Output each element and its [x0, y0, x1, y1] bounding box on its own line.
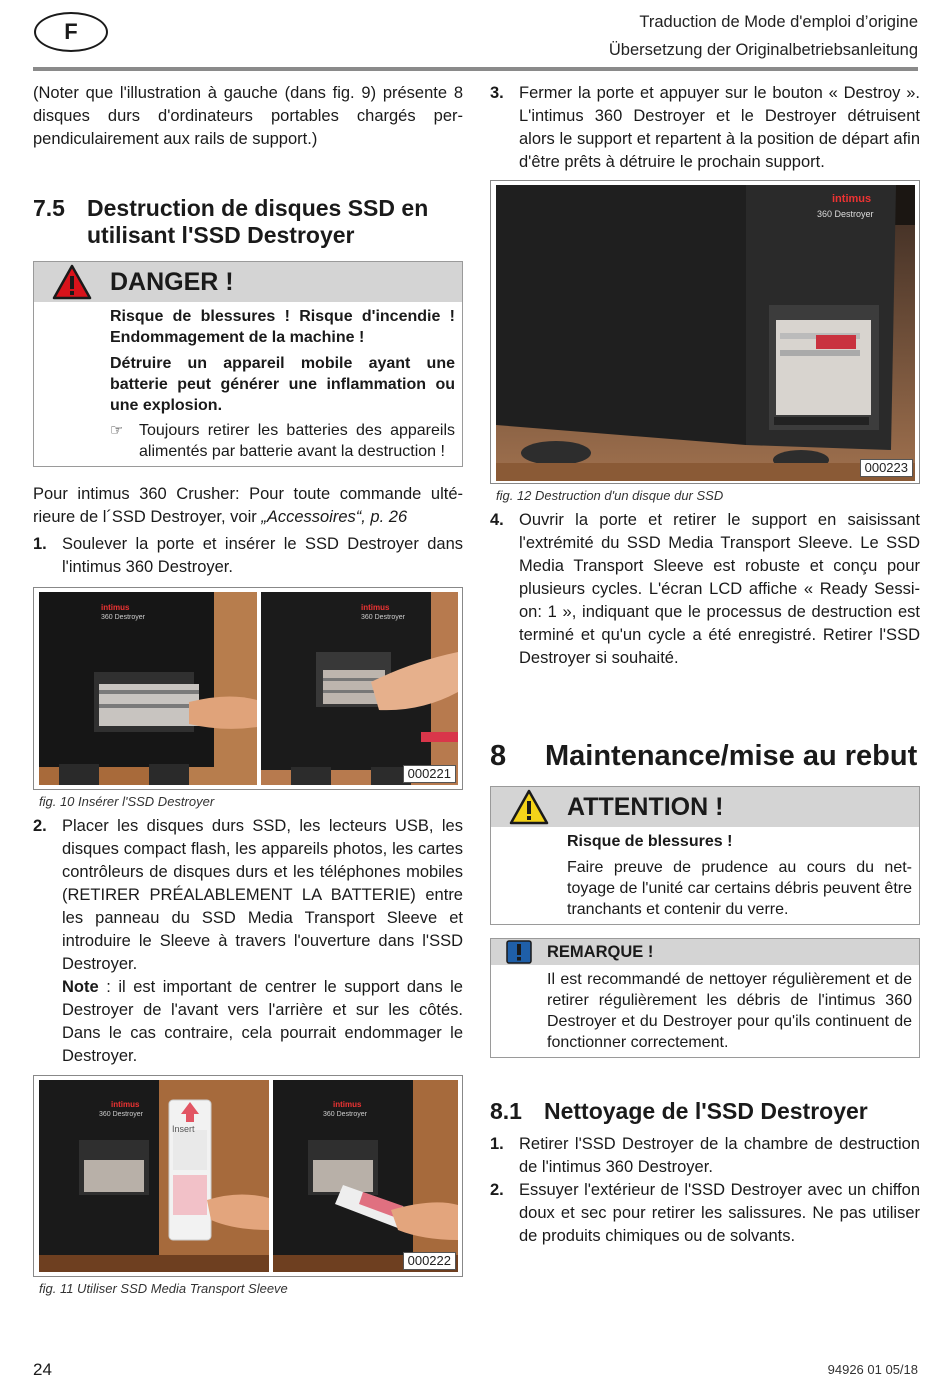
cleaning-steps [490, 1133, 920, 1248]
accessory-paragraph [33, 483, 463, 529]
step-number: 2. [33, 817, 47, 835]
accessory-link[interactable]: „Accessoires“, p. 26 [261, 508, 408, 526]
remarque-title: REMARQUE ! [547, 942, 654, 961]
remarque-body: Il est recommandé de nettoyer régulièrement et de retirer régulièrement les débris de l'intimus 360 Destroyer et du Destroyer pour qu'ils continuent de fonctionner correctement. [547, 971, 912, 1051]
danger-body [34, 302, 462, 466]
chapter-number: 8 [490, 740, 507, 772]
photo-insert-left [39, 592, 257, 785]
device-brand-label: intimus [333, 1100, 362, 1109]
subsection-number: 8.1 [490, 1098, 522, 1124]
step-text: Fermer la porte et appuyer sur le bouton « Destroy ». L'intimus 360 Destroyer et le Destroyer détruisent alors le support et repartent à la position de départ afin d'être prêts à détruire le prochain support. [519, 84, 920, 171]
right-column [490, 82, 920, 1248]
figure-11-caption: fig. 11 Utiliser SSD Media Transport Sleeve [39, 1281, 288, 1296]
step-text: Soulever la porte et insérer le SSD Destroyer dans l'intimus 360 Destroyer. [62, 535, 463, 576]
attention-callout [490, 786, 920, 925]
steps-list-a [33, 533, 463, 579]
step-number: 1. [490, 1135, 504, 1153]
figure-11 [33, 1075, 463, 1277]
page-number: 24 [33, 1360, 52, 1378]
step-number: 3. [490, 84, 504, 102]
figure-code: 000223 [860, 459, 913, 477]
steps-list-c [490, 82, 920, 174]
subsection-title: Nettoyage de l'SSD Destroyer [544, 1098, 868, 1124]
figure-12-caption: fig. 12 Destruction d'un disque dur SSD [496, 488, 724, 503]
section-number: 7.5 [33, 195, 65, 221]
step-4 [490, 509, 920, 670]
header-line-german: Übersetzung der Originalbetriebsanleitung [608, 41, 918, 59]
attention-detail-text: Faire preuve de prudence au cours du nettoyage de l'unité car certains débris peuvent être tranchants et contenir du verre. [567, 859, 912, 918]
chapter-heading-8 [490, 738, 920, 775]
pointing-hand-icon: ☞ [110, 422, 124, 439]
danger-title: DANGER ! [110, 267, 234, 296]
accessory-text: Pour intimus 360 Crusher: Pour toute commande ultérieure de l´SSD Destroyer, voir [33, 485, 463, 526]
steps-list-d [490, 509, 920, 670]
note-text: : il est important de centrer le support dans le Destroyer de l'avant vers l'arrière et sur les côtés. Dans le cas contraire, cela pourrait endommager le Destroyer. [62, 978, 463, 1065]
photo-insert-right [261, 592, 458, 785]
photo-destruction [496, 185, 915, 481]
device-brand-label: intimus [101, 603, 130, 612]
photo-sleeve-right [273, 1080, 458, 1272]
device-brand-label: intimus [832, 193, 872, 205]
language-badge: F [34, 12, 108, 52]
step-3 [490, 82, 920, 174]
step-text [62, 815, 463, 1068]
step-text: Ouvrir la porte et retirer le support en saisissant l'extrémité du SSD Media Transport Sleeve. Le SSD Media Transport Sleeve est robuste et conçu pour plusieurs cycles. L'écran LCD affiche « Ready Session: 1 », indiquant que le processus de destruction est terminé et qu'un cycle a été enregistré. Retirer l'SSD Destroyer si souhaité. [519, 511, 920, 667]
photo-sleeve-left [39, 1080, 269, 1272]
attention-risk-text: Risque de blessures ! [567, 833, 733, 850]
exclamation-icon [491, 940, 547, 964]
left-column [33, 82, 463, 1296]
header-line-french: Traduction de Mode d'emploi d’origine [639, 13, 918, 31]
cleaning-step-2 [490, 1179, 920, 1248]
device-brand-label: intimus [111, 1100, 140, 1109]
danger-instruction [110, 420, 455, 462]
device-model-label: 360 Destroyer [101, 614, 145, 621]
danger-risk-text: Risque de blessures ! Risque d'incendie ! Endommagement de la machine ! [110, 308, 455, 346]
danger-battery-text: Détruire un appareil mobile ayant une batterie peut générer une inflammation ou une explosion. [110, 355, 455, 414]
figure-10 [33, 587, 463, 790]
step-2-text: Placer les disques durs SSD, les lecteurs USB, les disques compact flash, les appareils photos, les cartes contrôleurs de disques durs et les téléphones mobiles (RETIRER PRÉALABLEMENT LA BATTERIE) entre les panneau du SSD Media Transport Sleeve et introduire le Sleeve à travers l'ouverture dans l'SSD Destroyer. [62, 817, 463, 973]
subsection-heading-8-1 [490, 1098, 920, 1125]
attention-title: ATTENTION ! [567, 792, 724, 821]
device-model-label: 360 Destroyer [361, 614, 405, 621]
figure-10-caption: fig. 10 Insérer l'SSD Destroyer [39, 794, 215, 809]
section-title: Destruction de disques SSD en utilisant l'SSD Destroyer [87, 195, 429, 248]
attention-header [491, 787, 919, 827]
device-model-label: 360 Destroyer [323, 1111, 367, 1118]
danger-header [34, 262, 462, 302]
danger-instruction-text: Toujours retirer les batteries des appareils alimentés par batterie avant la destruction ! [139, 422, 455, 460]
document-code: 94926 01 05/18 [827, 1362, 918, 1377]
remarque-callout [490, 938, 920, 1058]
attention-body [491, 827, 919, 924]
step-text: Retirer l'SSD Destroyer de la chambre de destruction de l'intimus 360 Destroyer. [519, 1135, 920, 1176]
device-model-label: 360 Destroyer [817, 209, 874, 219]
intro-note: (Noter que l'illustration à gauche (dans fig. 9) présente 8 disques durs d'ordinateurs portables chargés perpendiculairement aux rails de support.) [33, 84, 463, 148]
section-heading-7-5 [33, 195, 463, 249]
cleaning-step-1 [490, 1133, 920, 1179]
steps-list-b [33, 815, 463, 1068]
attention-warning-icon [491, 789, 567, 825]
sleeve-insert-label: Insert [172, 1124, 195, 1134]
chapter-title: Maintenance/mise au rebut [545, 740, 918, 772]
device-model-label: 360 Destroyer [99, 1111, 143, 1118]
remarque-header [491, 939, 919, 965]
step-text: Essuyer l'extérieur de l'SSD Destroyer avec un chiffon doux et sec pour retirer les salissures. Ne pas utiliser de produits chimiques ou de solvants. [519, 1181, 920, 1245]
step-2 [33, 815, 463, 1068]
figure-code: 000221 [403, 765, 456, 783]
document-header [609, 8, 918, 64]
step-1 [33, 533, 463, 579]
header-divider [33, 67, 918, 71]
step-number: 2. [490, 1181, 504, 1199]
figure-code: 000222 [403, 1252, 456, 1270]
device-brand-label: intimus [361, 603, 390, 612]
step-number: 4. [490, 511, 504, 529]
danger-callout [33, 261, 463, 467]
danger-warning-icon [34, 264, 110, 300]
figure-12 [490, 180, 920, 484]
step-number: 1. [33, 535, 47, 553]
note-label: Note [62, 978, 99, 996]
